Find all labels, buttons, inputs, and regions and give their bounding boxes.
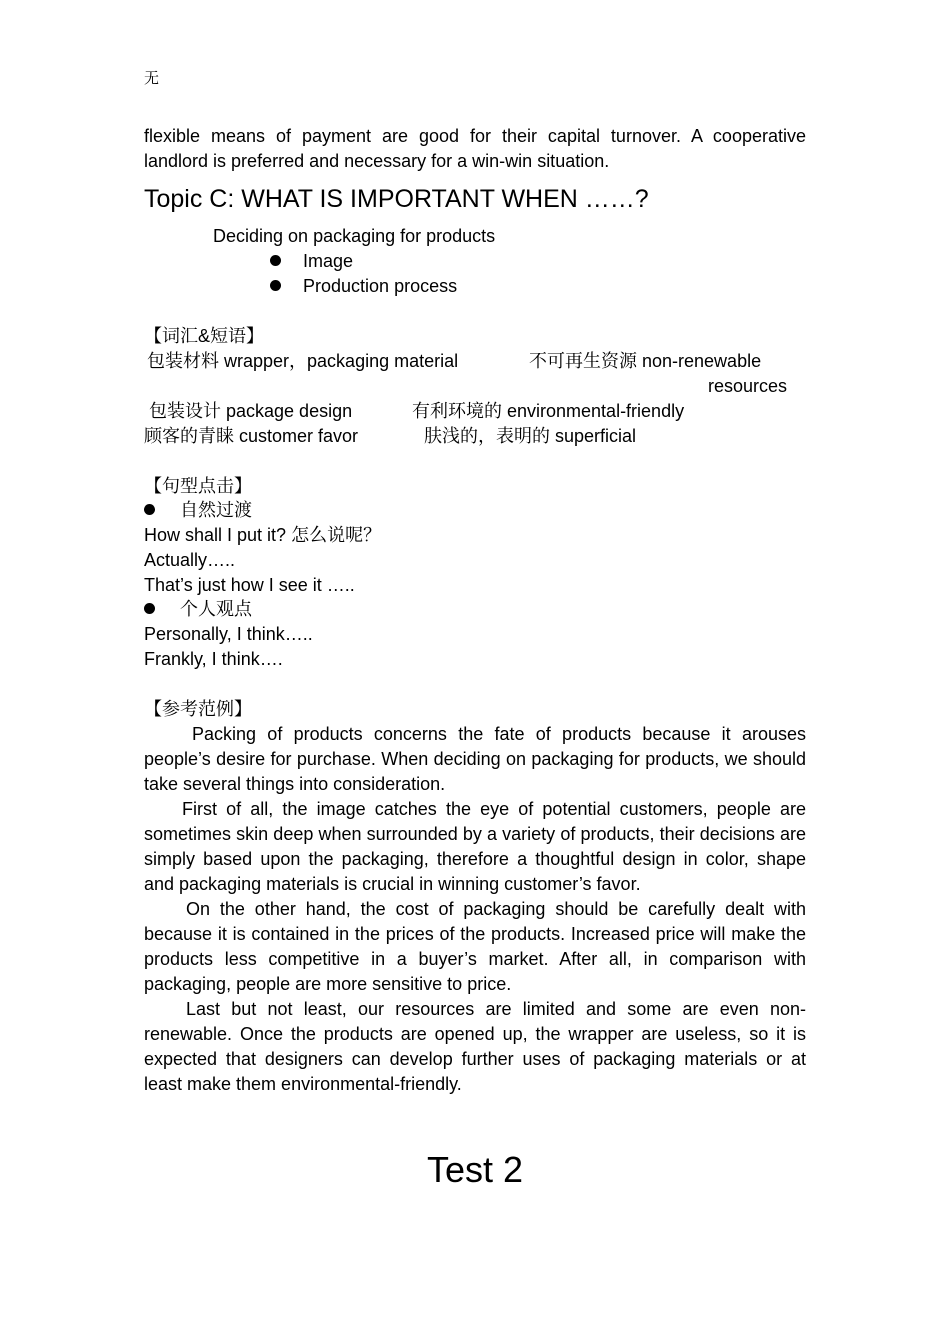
topic-bullet-label: Production process: [303, 276, 458, 296]
vocab-entry: 包装材料 wrapper，packaging material: [147, 351, 459, 371]
topic-title: Topic C: WHAT IS IMPORTANT WHEN ……?: [144, 185, 649, 213]
bullet-dot-icon: [270, 255, 281, 266]
vocab-entry: 有利环境的 environmental-friendly: [412, 401, 685, 421]
sentence-example: Personally, I think…..: [144, 624, 313, 644]
sentence-example: How shall I put it? 怎么说呢？: [144, 525, 382, 545]
bullet-dot-icon: [270, 280, 281, 291]
sentence-group-title: [144, 498, 252, 523]
topic-subtitle: Deciding on packaging for products: [213, 226, 496, 246]
topic-bullet-item: [270, 249, 353, 274]
essay-paragraph: First of all, the image catches the eye of potential customers, people are sometimes skin deep when surrounded by a variety of products, their decisions are simply based upon the packaging, therefore a thoughtful design in color, shape and packaging materials is crucial in winning customer’s favor.: [144, 799, 806, 894]
page-header-mark: 无: [144, 69, 160, 87]
intro-line: landlord is preferred and necessary for a win-win situation.: [144, 151, 610, 171]
sentence-example: Frankly, I think….: [144, 649, 283, 669]
sentence-group-label: 个人观点: [180, 599, 253, 619]
topic-bullet-item: [270, 274, 457, 299]
sentence-group-title: [144, 597, 252, 622]
sentence-example: Actually…..: [144, 550, 236, 570]
essay-paragraph: On the other hand, the cost of packaging should be carefully dealt with because it is contained in the prices of the products. Increased price will make the products less competitive in a buyer’s market. After all, in comparison with packaging, people are more sensitive to price.: [144, 899, 806, 994]
intro-paragraph: [144, 124, 806, 174]
essay-paragraph: Last but not least, our resources are limited and some are even non-renewable. Once the products are opened up, the wrapper are useless, so it is expected that designers can develop further uses of packaging materials or at least make them environmental-friendly.: [144, 999, 806, 1094]
intro-line: flexible means of payment are good for their capital turnover. A cooperative: [144, 126, 806, 146]
vocab-entry: 顾客的青睐 customer favor: [144, 426, 359, 446]
bullet-dot-icon: [144, 504, 155, 515]
vocab-entry: 不可再生资源 non-renewable: [529, 351, 762, 371]
vocab-entry: resources: [708, 376, 788, 396]
sentence-group-label: 自然过渡: [180, 500, 253, 520]
vocab-entry: 肤浅的，表明的 superficial: [424, 426, 637, 446]
sentences-heading: 【句型点击】: [144, 476, 252, 496]
test-title: Test 2: [426, 1149, 524, 1190]
vocab-heading: 【词汇&短语】: [144, 326, 265, 346]
bullet-dot-icon: [144, 603, 155, 614]
sample-essay: [144, 722, 806, 1097]
vocab-entry: 包装设计 package design: [149, 401, 353, 421]
topic-bullet-label: Image: [303, 251, 354, 271]
sentence-example: That’s just how I see it …..: [144, 575, 355, 595]
sample-heading: 【参考范例】: [144, 699, 252, 719]
essay-paragraph: Packing of products concerns the fate of products because it arouses people’s desire for purchase. When deciding on packaging for products, we should take several things into consideration.: [144, 724, 806, 794]
